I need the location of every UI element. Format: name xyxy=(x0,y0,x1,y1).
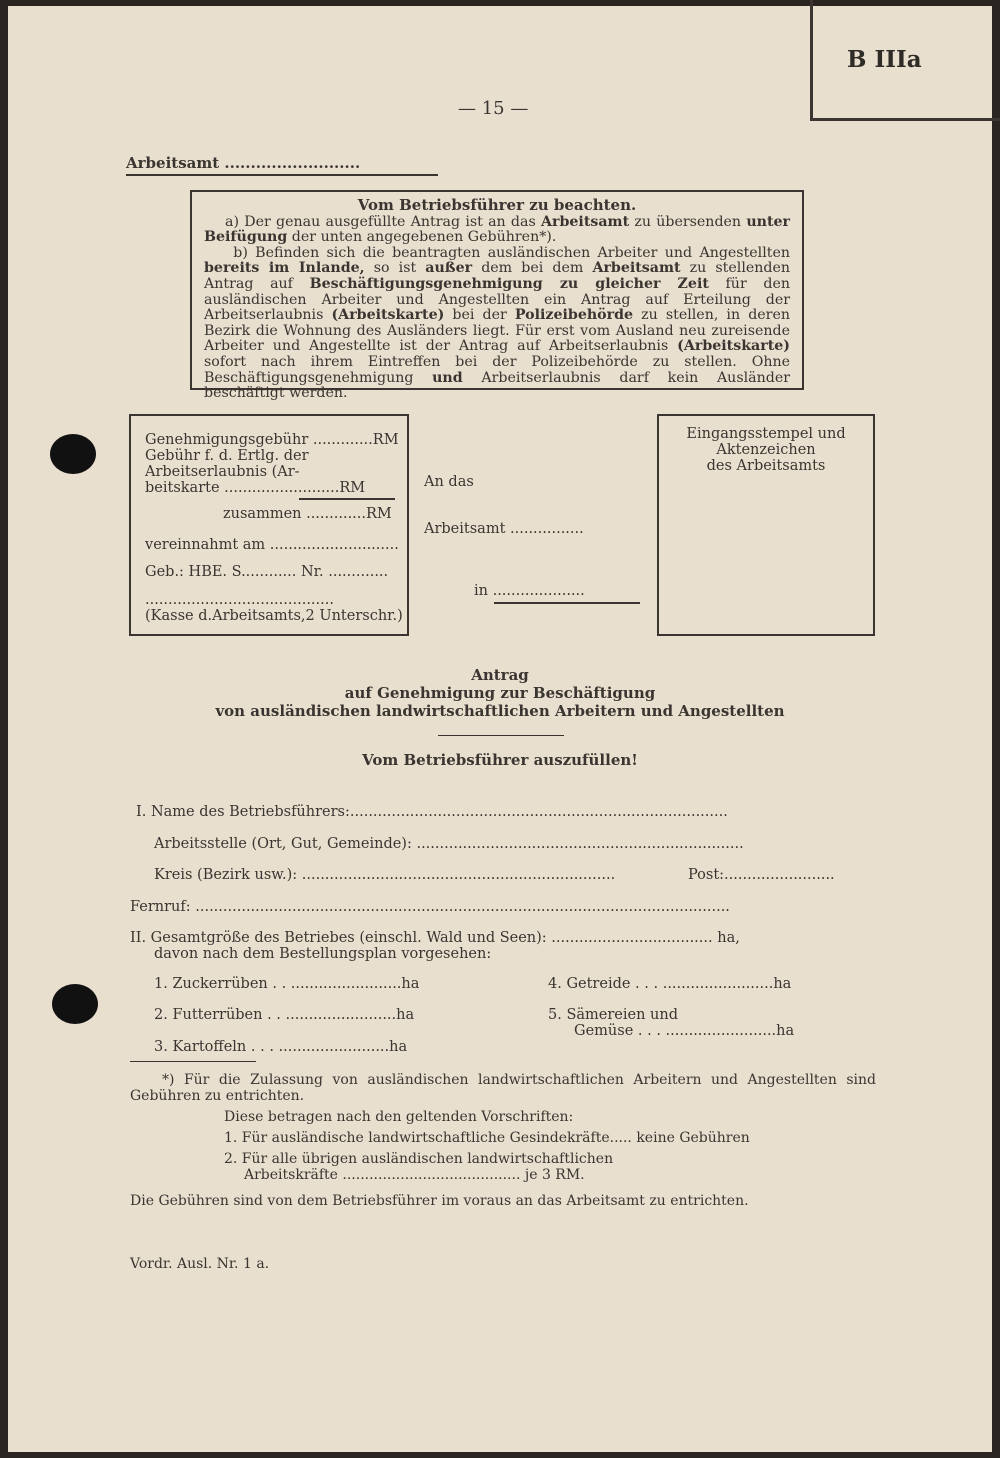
notice-box xyxy=(190,190,804,402)
form-page xyxy=(8,6,992,1452)
fee-permit-line2: Arbeitserlaubnis (Ar- xyxy=(145,464,300,480)
punch-hole-top xyxy=(50,434,96,474)
address-in-rule xyxy=(494,602,640,604)
fee-collected-date: vereinnahmt am ............................ xyxy=(145,537,399,553)
stamp-line3: des Arbeitsamts xyxy=(706,458,826,474)
crop-gemuese: Gemüse . . . ........................ha xyxy=(574,1023,795,1039)
page-number: — 15 — xyxy=(458,98,529,119)
footnote-intro: Diese betragen nach den geltenden Vorschriften: xyxy=(224,1109,574,1125)
fee-box xyxy=(129,414,409,636)
antrag-title: Antrag xyxy=(471,666,529,684)
fee-total: zusammen .............RM xyxy=(223,506,392,522)
fee-ledger-ref: Geb.: HBE. S............ Nr. ............. xyxy=(145,564,389,580)
footnote-item2b: Arbeitskräfte ........................................ je 3 RM. xyxy=(244,1167,585,1183)
footnote-item1: 1. Für ausländische landwirtschaftliche Gesindekräfte..... keine Gebühren xyxy=(224,1130,750,1146)
footnote-payment: Die Gebühren sind von dem Betriebsführer im voraus an das Arbeitsamt zu entrichten. xyxy=(130,1193,749,1209)
address-an-das: An das xyxy=(424,474,474,490)
antrag-divider xyxy=(438,735,564,736)
stamp-line2: Aktenzeichen xyxy=(716,442,816,458)
notice-paragraph-b: b) Befinden sich die beantragten ausländischen Arbeiter und Angestellten bereits im Inlande, so ist außer dem bei dem Arbeitsamt zu stellenden Antrag auf Beschäftigungsgenehmigung zu gleicher Zeit für den ausländischen Arbeiter und Angestellten ein Antrag auf Erteilung der Arbeitserlaubnis (Arbeitskarte) bei der Polizeibehörde zu stellen, in deren Bezirk die Wohnung des Ausländers liegt. Für erst vom Ausland neu zureisende Arbeiter und Angestellte ist der Antrag auf Arbeitserlaubnis (Arbeitskarte) sofort nach ihrem Eintreffen bei der Polizeibehörde zu stellen. Ohne Beschäftigungsgenehmigung und Arbeitserlaubnis darf kein Ausländer beschäftigt werden. xyxy=(204,244,791,402)
form-code-box xyxy=(810,0,1000,121)
antrag-instruction: Vom Betriebsführer auszufüllen! xyxy=(362,751,638,769)
stamp-box xyxy=(657,414,875,636)
field-davon: davon nach dem Bestellungsplan vorgesehen: xyxy=(154,946,492,962)
fee-signature-line: ......................................... xyxy=(145,592,334,608)
arbeitsamt-header: Arbeitsamt .......................... xyxy=(126,154,438,176)
field-name: I. Name des Betriebsführers:.................................................................................. xyxy=(136,804,728,820)
vordruck-number: Vordr. Ausl. Nr. 1 a. xyxy=(130,1256,270,1272)
crop-saemereien: 5. Sämereien und xyxy=(548,1007,678,1023)
sum-rule xyxy=(299,498,395,500)
footnote-star: *) Für die Zulassung von ausländischen landwirtschaftlichen Arbeitern und Angestellten sind Gebühren zu entrichten. xyxy=(130,1072,876,1104)
footnote-item2a: 2. Für alle übrigen ausländischen landwirtschaftlichen xyxy=(224,1151,614,1167)
punch-hole-bottom xyxy=(52,984,98,1024)
form-code: B IIIa xyxy=(847,46,922,73)
fee-signature-caption: (Kasse d.Arbeitsamts,2 Unterschr.) xyxy=(145,608,403,624)
crop-zuckerrueben: 1. Zuckerrüben . . ........................ha xyxy=(154,976,420,992)
field-gesamt: II. Gesamtgröße des Betriebes (einschl. Wald und Seen): ................................... ha, xyxy=(130,930,740,946)
address-in: in .................... xyxy=(474,583,585,599)
fee-approval: Genehmigungsgebühr .............RM xyxy=(145,432,399,448)
crop-kartoffeln: 3. Kartoffeln . . . ........................ha xyxy=(154,1039,408,1055)
antrag-subtitle2: von ausländischen landwirtschaftlichen Arbeitern und Angestellten xyxy=(215,702,785,720)
fee-permit-line3: beitskarte .........................RM xyxy=(145,480,366,496)
fee-permit-line1: Gebühr f. d. Ertlg. der xyxy=(145,448,309,464)
field-fernruf: Fernruf: .................................................................................................................... xyxy=(130,899,730,915)
field-arbeitsstelle: Arbeitsstelle (Ort, Gut, Gemeinde): ....................................................................... xyxy=(154,836,744,852)
footnote-rule xyxy=(130,1061,256,1062)
notice-paragraph-a: a) Der genau ausgefüllte Antrag ist an das Arbeitsamt zu übersenden unter Beifügung der unten angegebenen Gebühren*). xyxy=(204,213,790,246)
crop-futterrueben: 2. Futterrüben . . ........................ha xyxy=(154,1007,415,1023)
crop-getreide: 4. Getreide . . . ........................ha xyxy=(548,976,792,992)
notice-title: Vom Betriebsführer zu beachten. xyxy=(357,196,637,214)
antrag-subtitle1: auf Genehmigung zur Beschäftigung xyxy=(344,684,656,702)
address-arbeitsamt: Arbeitsamt ................ xyxy=(424,521,584,537)
field-post: Post:........................ xyxy=(688,867,835,883)
field-kreis: Kreis (Bezirk usw.): .................................................................... xyxy=(154,867,616,883)
stamp-line1: Eingangsstempel und xyxy=(686,426,846,442)
